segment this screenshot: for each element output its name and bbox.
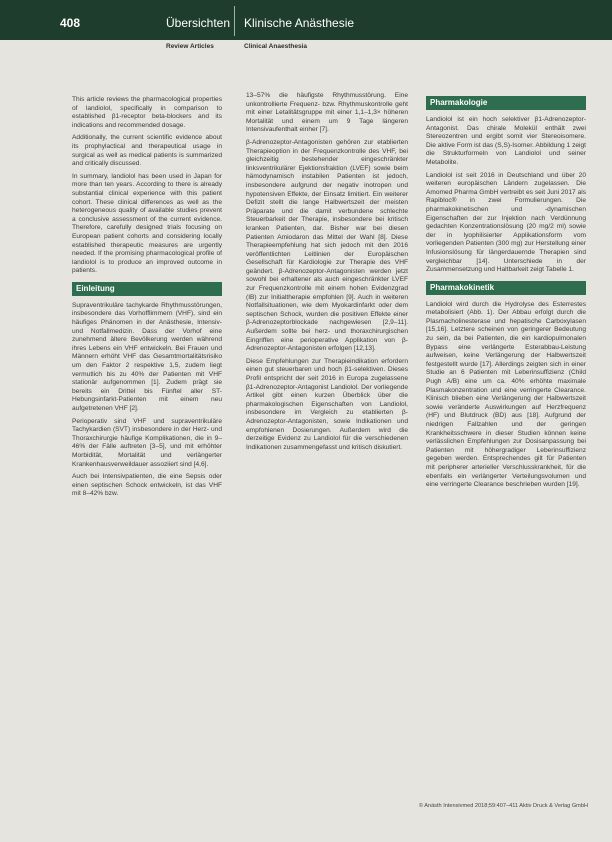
subsection-left: Review Articles: [166, 43, 214, 50]
column-right: [426, 96, 586, 494]
body-paragraph: Landiolol ist ein hoch selektiver β1-Adrenozeptor-Antagonist. Das chirale Molekül enthält zwei Stereozentren und ergibt somit vier Stereoisomere. Die aktive Form ist das (S,S)-Isomer. Abbildung 1 zeigt die Strukturformeln von Landiolol und seiner Metabolite.: [426, 116, 586, 166]
body-paragraph: Diese Empfehlungen zur Therapieindikation erfordern einen gut steuerbaren und hoch β1-selektiven. Dieses Profil entspricht der seit 2016 in Europa zugelassene β1-Adrenozeptor-Antagonist Landiolol. Der vorliegende Artikel gibt einen kurzen Überblick über die pharmakologischen Eigenschaften von Landiolol, insbesondere im Vergleich zu etablierten β-Adrenozeptor-Antagonisten, sowie Indikationen und empfohlenen Dosierungen. Außerdem wird die derzeitige Evidenz zu Landiolol für die verschiedenen Indikationen zusammengefasst und kritisch diskutiert.: [246, 357, 408, 451]
body-paragraph: β-Adrenozeptor-Antagonisten gehören zur etablierten Therapieoption in der Frequenzkontrolle des VHF, bei gleichzeitig bestehender eingeschränkter linksventrikulärer Ejektionsfraktion (LVEF) sowie beim hämodynamisch instabilen Patienten ist jedoch, insbesondere aufgrund der negativ inotropen und hypotensiven Effekte, der Einsatz limitiert. Ein weiterer Defizit stellt die lange Halbwertszeit der meisten Präparate und die damit verbundene schlechte Steuerbarkeit der Therapie, insbesondere bei kritisch kranken Patienten, dar. Bisher war bei diesen Patienten Amiodaron das Mittel der Wahl [8]. Diese Therapieempfehlung hat sich jedoch mit den 2016 veröffentlichten Leitlinien der Europäischen Gesellschaft für Kardiologie zur Therapie des VHF geändert. β-Adrenozeptor-Antagonisten werden jetzt sowohl bei erhaltener als auch eingeschränkter LVEF zur Frequenzkontrolle mit einem hohen Evidenzgrad (IB) zur Initialtherapie empfohlen [9]. Auch in weiteren Notfallsituationen, wie dem Myokardinfarkt oder dem septischen Schock, wurden die positiven Effekte einer β-Adrenozeptorblockade nachgewiesen [2,9–11]. Außerdem sollte bei herz- und thoraxchirurgischen Eingriffen eine perioperative Applikation von β-Adrenozeptor-Antagonisten erfolgen [12,13].: [246, 138, 408, 353]
header-bar: [0, 0, 612, 40]
body-paragraph: Landiolol wird durch die Hydrolyse des Esterrestes metabolisiert (Abb. 1). Der Abbau erfolgt durch die Plasmacholinesterase und hepatische Carboxylasen [15,16]. Letztere scheinen von geringerer Bedeutung zu sein, da bei Patienten, die ein kardiopulmonalen Bypass eine verlängerte Esterabbau-Leistung aufweisen, keine Verlängerung der Halbwertszeit festgestellt wurde [17]. Allerdings zeigten sich in einer Studie an 6 Patienten mit Leberinsuffizienz (Child Pugh A/B) eine um ca. 40% erhöhte maximale Plasmakonzentration und eine verringerte Clearance. Klinisch blieben eine Verlängerung der Halbwertszeit sowie veränderte Auswirkungen auf Herzfrequenz (HF) und Blutdruck (BD) aus [18]. Aufgrund der niedrigen Fallzahlen und der geringen Krankheitsschwere in dieser Studien können keine verlässlichen Empfehlungen zur Dosisanpassung bei Patienten mit höhergradiger Leberinsuffizienz gegeben werden. Entsprechendes gilt für Patienten mit peripherer arterieller Verschlusskrankheit, für die ebenfalls ein verlängerter Verteilungsvolumen und eine verringerte Clearance beschrieben wurden [19].: [426, 300, 586, 489]
page-number: 408: [60, 16, 81, 30]
column-left: [72, 96, 222, 503]
body-paragraph: Landiolol ist seit 2016 in Deutschland und über 20 weiteren europäischen Ländern zugelassen. Die Amomed Pharma GmbH vertreibt es seit Juni 2017 als Rapibloc® in zwei Formulierungen. Die pharmakokinetischen und -dynamischen Eigenschaften der zur Injektion nach Verdünnung gedachten Konzentrationslösung (20 mg/2 ml) sowie der in lyophilisierter Applikationsform vom vorliegenden Patienten (300 mg) zur Herstellung einer Infusionslösung für längerdauernde Therapien sind vergleichbar [14]. Unterschiede in der Zusammensetzung und Haltbarkeit zeigt Tabelle 1.: [426, 171, 586, 274]
heading-pharmakokinetik: Pharmakokinetik: [426, 281, 586, 295]
section-title-right: Klinische Anästhesie: [244, 16, 355, 30]
body-paragraph: 13–57% die häufigste Rhythmusstörung. Eine unkontrollierte Frequenz- bzw. Rhythmuskontrolle geht mit einer Letalitätsgruppe mit einer 1,1–1,3× höheren Mortalität und einem um 9 Tage längeren Intensivaufenthalt einher [7].: [246, 92, 408, 134]
body-paragraph: Auch bei Intensivpatienten, die eine Sepsis oder einen septischen Schock entwickeln, ist das VHF mit 8–42% bzw.: [72, 473, 222, 498]
heading-pharmakologie: Pharmakologie: [426, 96, 586, 110]
abstract-paragraph: Additionally, the current scientific evidence about its prophylactical and therapeutical usage in surgical as well as medical patients is summarized and critically discussed.: [72, 134, 222, 168]
abstract-paragraph: This article reviews the pharmacological properties of landiolol, specifically in comparison to established β1-receptor beta-blockers and its indications and recommended dosage.: [72, 96, 222, 129]
subsection-right: Clinical Anaesthesia: [244, 43, 307, 50]
abstract-paragraph: In summary, landiolol has been used in Japan for more than ten years. According to there is already substantial clinical experience with this patient cohort. These clinical differences as well as the heterogeneous quality of available studies prevent a conclusive assessment of the current evidence. Therefore, carefully designed trials focusing on European patient cohorts and considering locally established therapeutic measures are urgently needed. If the promising pharmacological profile of landiolol is to produce an improved outcome in patients.: [72, 172, 222, 275]
body-paragraph: Supraventrikuläre tachykarde Rhythmusstörungen, insbesondere das Vorhofflimmern (VHF), sind ein häufiges Phänomen in der Anästhesie, Intensiv- und Notfallmedizin. Dass der Vorhof eine zunehmend ältere Bevölkerung werden während ihres Lebens ein VHF entwickeln. Bei Frauen und Männern erhöht VHF das Gesamtmortalitätsrisiko um den Faktor 2 respektive 1,5, zudem liegt vermutlich bis zu 40% der Patienten mit VHF stationär aufgenommen [1]. Zudem prägt sie bereits ein Drittel bis Fünftel aller ST-Hebungsinfarkt-Patienten mit einem neu aufgetretenen VHF [2].: [72, 301, 222, 412]
footer-citation: © Anästh Intensivmed 2018;59:407–411 Aktiv Druck & Verlag GmbH: [418, 803, 588, 809]
column-middle: [246, 92, 408, 456]
heading-einleitung: Einleitung: [72, 282, 222, 296]
section-title-left: Übersichten: [166, 16, 231, 30]
body-paragraph: Perioperativ sind VHF und supraventrikuläre Tachykardien (SVT) insbesondere in der Herz- und Thoraxchirurgie häufige Komplikationen, die in 9–46% der Fälle auftreten [3–5], und mit erhöhter Morbidität, Mortalität und verlängerter Krankenhausverweildauer assoziiert sind [4,6].: [72, 417, 222, 468]
header-divider: [234, 6, 235, 36]
